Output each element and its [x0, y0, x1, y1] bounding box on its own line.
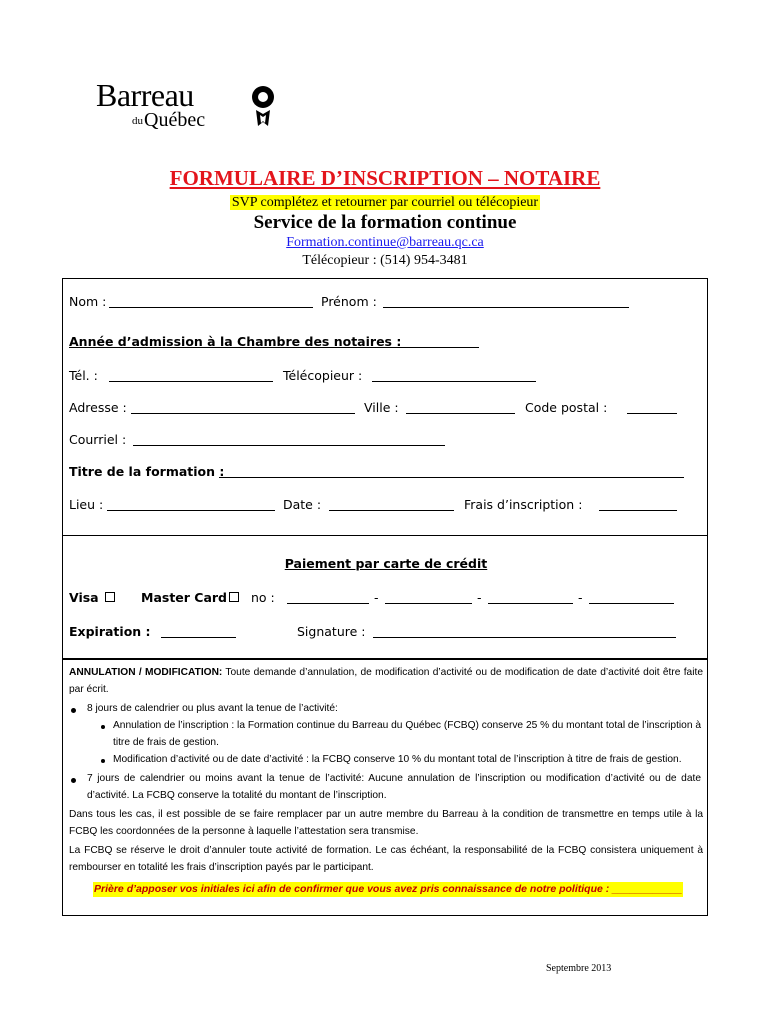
form-subtitle: SVP complétez et retourner par courriel ou télécopieur — [231, 195, 539, 210]
code-postal-field[interactable] — [627, 413, 677, 414]
annee-colon: : — [392, 334, 402, 349]
expiration-field[interactable] — [161, 637, 236, 638]
card-number-part-4[interactable] — [589, 603, 674, 604]
sub-bullet-icon — [101, 725, 105, 729]
signature-field[interactable] — [373, 637, 676, 638]
logo-text-du: du — [132, 115, 143, 127]
card-number-label: no : — [251, 590, 275, 605]
titre-formation-label: Titre de la formation : — [69, 464, 225, 479]
code-postal-label: Code postal : — [525, 400, 608, 415]
annee-field[interactable] — [377, 347, 479, 348]
policy-bullet-1b: Modification d’activité ou de date d’activité : la FCBQ conserve 10 % du montant total de l’inscription à titre de frais de gestion. — [113, 754, 682, 765]
nom-label: Nom : — [69, 294, 107, 309]
date-label: Date : — [283, 497, 322, 512]
courriel-label: Courriel : — [69, 432, 127, 447]
mastercard-label: Master Card — [141, 590, 228, 605]
bullet-icon — [71, 778, 76, 783]
policy-bullet-1a: Annulation de l’inscription : la Formation continue du Barreau du Québec (FCBQ) conserve 25 % du montant total de l’inscription à titre de frais de gestion. — [113, 720, 701, 748]
subtitle-wrap — [0, 193, 770, 212]
telecopieur-field[interactable] — [372, 381, 536, 382]
logo-text-quebec — [132, 109, 205, 132]
titre-formation-field[interactable] — [219, 477, 684, 478]
card-number-part-1[interactable] — [287, 603, 369, 604]
sub-bullet-icon — [101, 759, 105, 763]
policy-intro — [69, 664, 703, 698]
payment-title: Paiement par carte de crédit — [284, 556, 488, 571]
annee-label-wrap — [69, 334, 401, 350]
barreau-logo — [96, 78, 296, 134]
adresse-field[interactable] — [131, 413, 355, 414]
personal-info-section — [62, 278, 708, 536]
fax-number: Télécopieur : (514) 954-3481 — [302, 253, 468, 268]
ville-label: Ville : — [364, 400, 399, 415]
telecopieur-label: Télécopieur : — [283, 368, 363, 383]
policy-intro-text: Toute demande d’annulation, de modification d’activité ou de modification de date d’activité doit être faite par écrit. — [69, 667, 703, 695]
prenom-label: Prénom : — [321, 294, 377, 309]
lieu-field[interactable] — [107, 510, 275, 511]
card-dash-3: - — [578, 590, 583, 605]
adresse-label: Adresse : — [69, 400, 127, 415]
prenom-field[interactable] — [383, 307, 629, 308]
lieu-label: Lieu : — [69, 497, 104, 512]
card-number-part-2[interactable] — [385, 603, 472, 604]
annee-label: Année d’admission à la Chambre des notaires — [69, 334, 392, 349]
email-link[interactable]: Formation.continue@barreau.qc.ca — [286, 235, 484, 250]
policy-bullet-2: 7 jours de calendrier ou moins avant la tenue de l’activité: Aucune annulation de l’inscription ou modification d’activité ou de date d’activité. La FCBQ conserve la totalité du montant de l’inscription. — [87, 773, 701, 801]
ville-field[interactable] — [406, 413, 515, 414]
policy-bullet-1: 8 jours de calendrier ou plus avant la tenue de l’activité: — [87, 703, 338, 714]
courriel-field[interactable] — [133, 445, 445, 446]
policy-paragraph-2: La FCBQ se réserve le droit d’annuler toute activité de formation. Le cas échéant, la responsabilité de la FCBQ consistera uniquement à rembourser en totalité les frais d’inscription payés par le participant. — [69, 845, 703, 873]
document-date: Septembre 2013 — [546, 963, 612, 974]
card-dash-2: - — [477, 590, 482, 605]
policy-section — [62, 659, 708, 916]
expiration-label: Expiration : — [69, 624, 151, 639]
policy-heading: ANNULATION / MODIFICATION: — [69, 667, 223, 678]
logo-text-quebec-word: Québec — [144, 109, 206, 131]
tel-label: Tél. : — [69, 368, 98, 383]
signature-label: Signature : — [297, 624, 366, 639]
nom-field[interactable] — [109, 307, 313, 308]
visa-checkbox[interactable] — [105, 592, 115, 602]
bullet-icon — [71, 708, 76, 713]
payment-section — [62, 536, 708, 659]
mastercard-checkbox[interactable] — [229, 592, 239, 602]
barreau-emblem-icon — [248, 84, 278, 132]
date-field[interactable] — [329, 510, 454, 511]
card-dash-1: - — [374, 590, 379, 605]
form-title: FORMULAIRE D’INSCRIPTION – NOTAIRE — [169, 166, 601, 190]
card-number-part-3[interactable] — [488, 603, 573, 604]
service-title: Service de la formation continue — [253, 212, 517, 233]
visa-label: Visa — [69, 590, 99, 605]
frais-field[interactable] — [599, 510, 677, 511]
logo-text-barreau: Barreau — [96, 77, 194, 113]
initials-confirmation[interactable]: Prière d’apposer vos initiales ici afin de confirmer que vous avez pris connaissance de notre politique : ____________ — [94, 883, 683, 895]
frais-label: Frais d’inscription : — [464, 497, 583, 512]
policy-paragraph-1: Dans tous les cas, il est possible de se faire remplacer par un autre membre du Barreau à la condition de transmettre en temps utile à la FCBQ les coordonnées de la personne à laquelle l’attestation sera transmise. — [69, 809, 703, 837]
tel-field[interactable] — [109, 381, 273, 382]
